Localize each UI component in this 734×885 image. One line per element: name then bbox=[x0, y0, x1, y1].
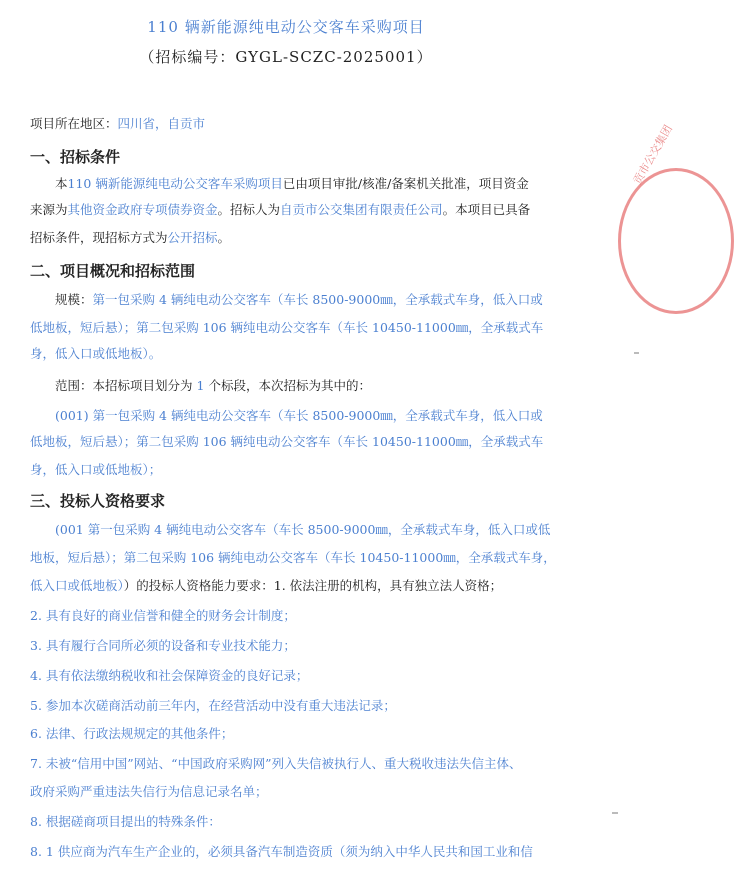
spec-line-3: 身，低入口或低地板）。 bbox=[30, 346, 162, 361]
qual-item-3: 3. 具有履行合同所必须的设备和专业技术能力； bbox=[30, 638, 296, 653]
official-seal bbox=[618, 122, 734, 314]
text: 招标条件，现招标方式为 bbox=[30, 230, 168, 245]
bid-number: （招标编号：GYGL-SCZC-2025001） bbox=[139, 48, 433, 66]
scan-mark bbox=[634, 352, 639, 354]
text: 个标段，本次招标为其中的： bbox=[208, 378, 371, 393]
section-heading-2: 二、项目概况和招标范围 bbox=[30, 262, 196, 280]
project-name: 110 辆新能源纯电动公交客车采购项目 bbox=[67, 176, 283, 191]
tenderer-name: 自贡市公交集团有限责任公司 bbox=[280, 202, 443, 217]
qual-item-7: 7. 未被“信用中国”网站、“中国政府采购网”列入失信被执行人、重大税收违法失信主体、 bbox=[30, 756, 522, 771]
text: 来源为 bbox=[30, 202, 68, 217]
qual-item-7-cont: 政府采购严重违法失信行为信息记录名单； bbox=[30, 784, 268, 799]
condition-line-1 bbox=[55, 174, 529, 194]
qual-line-2: 地板，短后悬）；第二包采购 106 辆纯电动公交客车（车长 10450-11000㎜，全承载式车身， bbox=[30, 550, 556, 565]
qual-line-1: (001 第一包采购 4 辆纯电动公交客车（车长 8500-9000㎜，全承载式车身，低入口或低 bbox=[55, 522, 551, 537]
project-region bbox=[30, 114, 205, 134]
lot-line-2: 低地板，短后悬）；第二包采购 106 辆纯电动公交客车（车长 10450-11000㎜，全承载式车 bbox=[30, 434, 544, 449]
tender-method: 公开招标 bbox=[167, 230, 218, 245]
text: 低入口或低地板） bbox=[30, 578, 124, 593]
section-heading-3: 三、投标人资格要求 bbox=[30, 492, 166, 510]
text: 本 bbox=[55, 176, 68, 191]
region-label: 项目所在地区： bbox=[30, 116, 118, 131]
qual-line-3 bbox=[30, 576, 502, 596]
text: 已由项目审批/核准/备案机关批准，项目资金 bbox=[282, 176, 529, 191]
condition-line-3 bbox=[30, 228, 230, 248]
qual-item-8: 8. 根据磋商项目提出的特殊条件： bbox=[30, 814, 221, 829]
lot-count: 1 bbox=[196, 378, 205, 393]
seal-text: 贡市公交集团 bbox=[630, 122, 675, 187]
document-title: 110 辆新能源纯电动公交客车采购项目 bbox=[147, 18, 425, 36]
qual-item-2: 2. 具有良好的商业信誉和健全的财务会计制度； bbox=[30, 608, 296, 623]
qual-item-8-1: 8. 1 供应商为汽车生产企业的，必须具备汽车制造资质（须为纳入中华人民共和国工业和信 bbox=[30, 844, 533, 859]
fund-source: 其他资金政府专项债券资金 bbox=[67, 202, 218, 217]
qual-item-5: 5. 参加本次磋商活动前三年内，在经营活动中没有重大违法记录； bbox=[30, 698, 396, 713]
section-heading-1: 一、招标条件 bbox=[30, 148, 121, 166]
text: 范围：本招标项目划分为 bbox=[55, 378, 193, 393]
scan-mark bbox=[612, 812, 618, 814]
scope-line bbox=[55, 376, 371, 396]
spec-line-1 bbox=[55, 290, 543, 310]
region-value: 四川省，自贡市 bbox=[117, 116, 206, 131]
spec-line-2: 低地板，短后悬）；第二包采购 106 辆纯电动公交客车（车长 10450-11000㎜，全承载式车 bbox=[30, 320, 544, 335]
text: 。 bbox=[217, 230, 231, 245]
condition-line-2 bbox=[30, 200, 530, 220]
text: 。招标人为 bbox=[217, 202, 281, 217]
text: ）的投标人资格能力要求：1. 依法注册的机构，具有独立法人资格； bbox=[123, 578, 503, 593]
qual-item-6: 6. 法律、行政法规规定的其他条件； bbox=[30, 726, 234, 741]
lot-line-1: (001) 第一包采购 4 辆纯电动公交客车（车长 8500-9000㎜，全承载式车身，低入口或 bbox=[55, 408, 543, 423]
text: 。本项目已具备 bbox=[442, 202, 531, 217]
lot-line-3: 身，低入口或低地板）； bbox=[30, 462, 162, 477]
qual-item-4: 4. 具有依法缴纳税收和社会保障资金的良好记录； bbox=[30, 668, 309, 683]
spec-label: 规模： bbox=[55, 292, 93, 307]
spec-text: 第一包采购 4 辆纯电动公交客车（车长 8500-9000㎜，全承载式车身，低入口或 bbox=[92, 292, 543, 307]
